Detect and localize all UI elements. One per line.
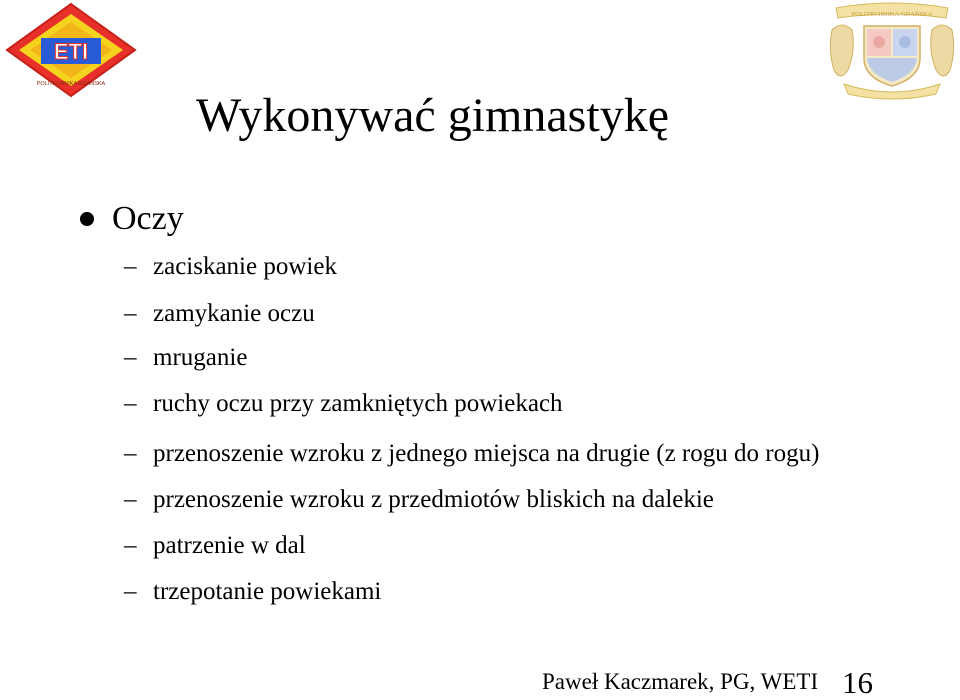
dash-icon: – (124, 344, 137, 371)
list-item-text: przenoszenie wzroku z przedmiotów bliskich na dalekie (153, 486, 714, 513)
list-item (124, 299, 904, 329)
dash-icon: – (124, 253, 137, 280)
crest-banner-text: POLITECHNIKA GDAŃSKA (851, 11, 933, 18)
dash-icon: – (124, 486, 137, 513)
dash-icon: – (124, 390, 137, 417)
list-item (124, 577, 904, 607)
list-item (124, 252, 904, 282)
page-number: 16 (842, 665, 873, 700)
dash-icon: – (124, 300, 137, 327)
dash-icon: – (124, 532, 137, 559)
bullet-dot-icon (80, 212, 94, 226)
list-item-text: przenoszenie wzroku z jednego miejsca na drugie (z rogu do rogu) (153, 440, 820, 467)
university-crest (824, 0, 960, 100)
footer-author: Paweł Kaczmarek, PG, WETI (542, 669, 819, 694)
list-item (124, 439, 904, 469)
bullet-label: Oczy (112, 200, 184, 237)
list-item-text: patrzenie w dal (153, 532, 306, 559)
slide-title: Wykonywać gimnastykę (196, 89, 669, 142)
list-item-text: mruganie (153, 344, 248, 371)
list-item (124, 531, 904, 561)
list-item-text: trzepotanie powiekami (153, 578, 382, 605)
eti-logo (4, 2, 138, 98)
dash-icon: – (124, 578, 137, 605)
list-item (124, 389, 904, 419)
list-item (124, 343, 904, 373)
dash-icon: – (124, 440, 137, 467)
list-item (124, 485, 904, 515)
bullet-oczy (80, 196, 184, 242)
sub-item-list (124, 252, 904, 607)
list-item-text: zaciskanie powiek (153, 253, 337, 280)
eti-logo-ring-text: POLITECHNIKA GDAŃSKA (36, 81, 106, 87)
list-item-text: ruchy oczu przy zamkniętych powiekach (153, 390, 563, 417)
eti-logo-text: ETI (53, 39, 89, 64)
list-item-text: zamykanie oczu (153, 300, 315, 327)
